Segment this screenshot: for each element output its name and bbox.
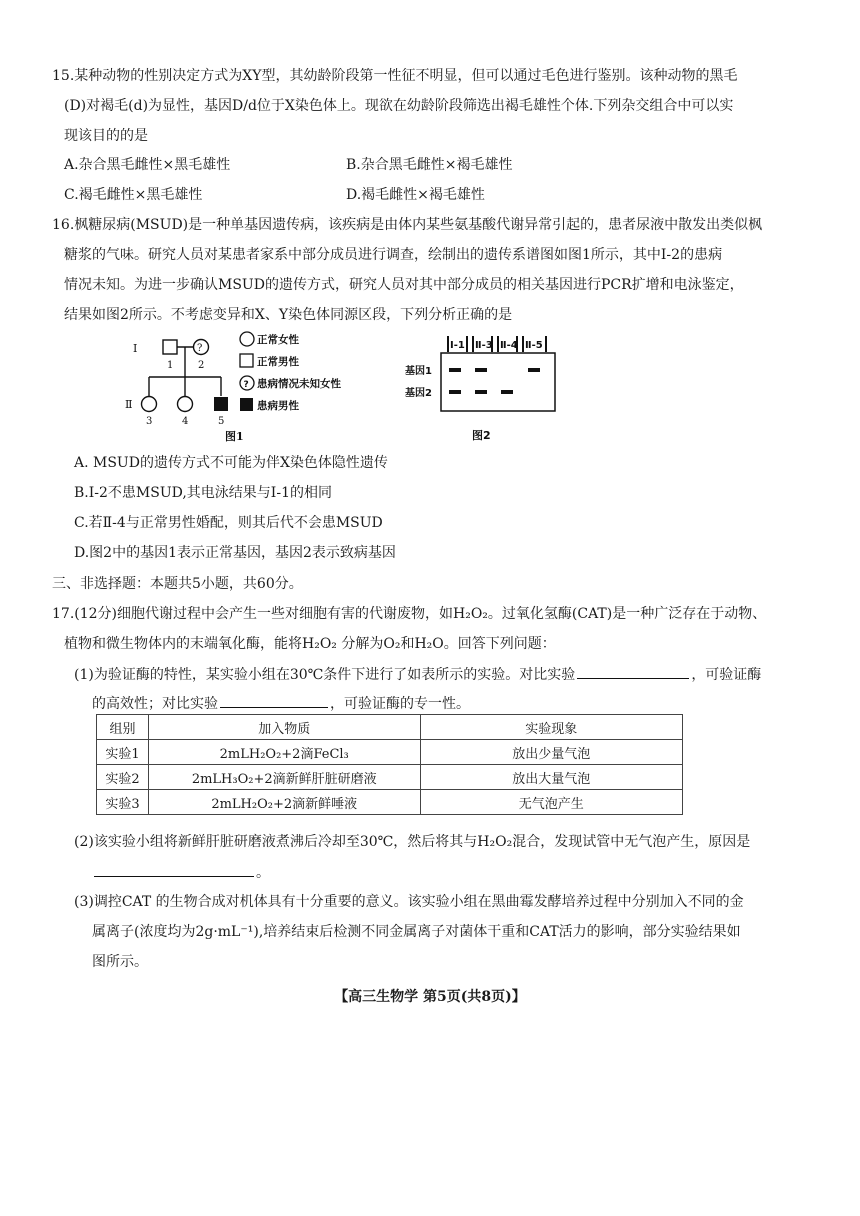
row-label-gene2: 基因2: [405, 388, 432, 399]
individual-2-number: 2: [198, 360, 205, 371]
q17-part1-line1: [74, 664, 761, 685]
q17-stem-line1: 17.(12分)细胞代谢过程中会产生一些对细胞有害的代谢废物，如H₂O₂。过氧化氢酶(CAT)是一种广泛存在于动物、: [52, 606, 767, 622]
legend-normal-male-label: 正常男性: [257, 356, 299, 368]
individual-4-number: 4: [182, 416, 189, 427]
figure-1-caption: 图1: [225, 430, 244, 443]
individual-1-number: 1: [167, 360, 174, 371]
table-cell: 2mLH₃O₂+2滴新鲜肝脏研磨液: [148, 765, 420, 790]
q15-option-d[interactable]: D.褐毛雌性×褐毛雄性: [346, 187, 485, 203]
table-header-group: 组别: [97, 715, 149, 740]
lane-label-ii5: Ⅱ-5: [525, 340, 543, 351]
answer-blank-efficiency[interactable]: [577, 664, 689, 679]
q17-part1-text-b: ，可验证酶: [691, 667, 762, 683]
q15-option-b[interactable]: B.杂合黑毛雌性×褐毛雄性: [346, 157, 513, 173]
pedigree-ii3-female: [142, 397, 157, 412]
q16-option-d[interactable]: D.图2中的基因1表示正常基因，基因2表示致病基因: [74, 545, 396, 561]
q16-stem-line2: 糖浆的气味。研究人员对某患者家系中部分成员进行调查，绘制出的遗传系谱图如图1所示，其中Ⅰ-2的患病: [64, 247, 723, 263]
band-ii4-gene2: [501, 390, 513, 394]
q17-part1-text-a: (1)为验证酶的特性，某实验小组在30℃条件下进行了如表所示的实验。对比实验: [74, 667, 576, 683]
table-cell: 实验2: [97, 765, 149, 790]
q16-option-b[interactable]: B.Ⅰ-2不患MSUD,其电泳结果与Ⅰ-1的相同: [74, 485, 332, 501]
table-cell: 放出大量气泡: [420, 765, 682, 790]
q15-stem-line2: (D)对褐毛(d)为显性，基因D/d位于X染色体上。现欲在幼龄阶段筛选出褐毛雄性个体.下列杂交组合中可以实: [64, 98, 734, 114]
table-cell: 2mLH₂O₂+2滴FeCl₃: [148, 740, 420, 765]
legend-normal-female-icon: [240, 332, 254, 346]
q16-stem-line1: 16.枫糖尿病(MSUD)是一种单基因遗传病，该疾病是由体内某些氨基酸代谢异常引起的，患者尿液中散发出类似枫: [52, 217, 763, 233]
band-i1-gene1: [449, 368, 461, 372]
pedigree-i1-male: [163, 340, 177, 354]
table-cell: 实验1: [97, 740, 149, 765]
row-label-gene1: 基因1: [405, 366, 432, 377]
page-footer: 【高三生物学 第5页(共8页)】: [334, 989, 526, 1005]
q17-part3-line3: 图所示。: [92, 954, 148, 970]
q16-option-c[interactable]: C.若Ⅱ-4与正常男性婚配，则其后代不会患MSUD: [74, 515, 383, 531]
q17-part2-line1: (2)该实验小组将新鲜肝脏研磨液煮沸后冷却至30℃，然后将其与H₂O₂混合，发现试管中无气泡产生，原因是: [74, 834, 751, 850]
gen-ii-label: Ⅱ: [125, 398, 133, 411]
legend-normal-male-icon: [240, 354, 253, 367]
band-ii3-gene2: [475, 390, 487, 394]
legend-normal-female-label: 正常女性: [257, 334, 299, 346]
band-ii5-gene1: [528, 368, 540, 372]
pedigree-ii5-affected-male: [214, 397, 228, 411]
q17-part2-end: 。: [256, 865, 270, 881]
individual-5-number: 5: [218, 416, 225, 427]
table-cell: 无气泡产生: [420, 790, 682, 815]
lane-label-ii4: Ⅱ-4: [500, 340, 518, 351]
q15-option-c[interactable]: C.褐毛雌性×黑毛雄性: [64, 187, 203, 203]
legend-affected-male-icon: [240, 398, 253, 411]
legend-unknown-mark: ?: [243, 380, 249, 390]
q16-stem-line4: 结果如图2所示。不考虑变异和X、Y染色体同源区段，下列分析正确的是: [64, 307, 513, 323]
table-cell: 放出少量气泡: [420, 740, 682, 765]
band-i1-gene2: [449, 390, 461, 394]
table-header-substance: 加入物质: [148, 715, 420, 740]
q16-stem-line3: 情况未知。为进一步确认MSUD的遗传方式，研究人员对其中部分成员的相关基因进行PCR扩增和电泳鉴定，: [64, 277, 744, 293]
q17-part1-text-d: ，可验证酶的专一性。: [330, 696, 470, 712]
legend-affected-male-label: 患病男性: [257, 400, 299, 412]
figure-2-caption: 图2: [472, 429, 491, 442]
pedigree-ii4-female: [178, 397, 193, 412]
table-header-phenomenon: 实验现象: [420, 715, 682, 740]
table-row: [97, 765, 683, 790]
q15-stem-line3: 现该目的的是: [64, 128, 148, 144]
answer-blank-reason[interactable]: [94, 862, 254, 877]
answer-blank-specificity[interactable]: [220, 693, 328, 708]
section-3-heading: 三、非选择题：本题共5小题，共60分。: [52, 576, 303, 592]
q15-stem-line1: 15.某种动物的性别决定方式为XY型，其幼龄阶段第一性征不明显，但可以通过毛色进行鉴别。该种动物的黑毛: [52, 68, 738, 84]
table-row: [97, 740, 683, 765]
pedigree-legend: [236, 330, 366, 420]
lane-label-i1: Ⅰ-1: [450, 340, 465, 351]
q17-part1-line2: [92, 693, 470, 714]
table-header-row: [97, 715, 683, 740]
lane-label-ii3: Ⅱ-3: [475, 340, 493, 351]
q17-part3-line2: 属离子(浓度均为2g·mL⁻¹),培养结束后检测不同金属离子对菌体干重和CAT活力的影响，部分实验结果如: [92, 924, 741, 940]
electrophoresis-figure: [405, 334, 565, 444]
q17-part1-text-c: 的高效性；对比实验: [92, 696, 218, 712]
gen-i-label: Ⅰ: [133, 342, 138, 355]
unknown-mark: ?: [197, 343, 203, 354]
table-row: [97, 790, 683, 815]
table-cell: 2mLH₂O₂+2滴新鲜唾液: [148, 790, 420, 815]
band-ii3-gene1: [475, 368, 487, 372]
experiment-table: [96, 714, 683, 815]
legend-unknown-female-label: 患病情况未知女性: [257, 378, 341, 390]
table-cell: 实验3: [97, 790, 149, 815]
q17-part3-line1: (3)调控CAT 的生物合成对机体具有十分重要的意义。该实验小组在黑曲霉发酵培养过程中分别加入不同的金: [74, 894, 744, 910]
q17-stem-line2: 植物和微生物体内的末端氧化酶，能将H₂O₂ 分解为O₂和H₂O。回答下列问题：: [64, 636, 556, 652]
q15-option-a[interactable]: A.杂合黑毛雌性×黑毛雄性: [64, 157, 231, 173]
individual-3-number: 3: [146, 416, 153, 427]
q17-part2-line2: [92, 862, 270, 883]
q16-option-a[interactable]: A. MSUD的遗传方式不可能为伴X染色体隐性遗传: [74, 455, 388, 471]
